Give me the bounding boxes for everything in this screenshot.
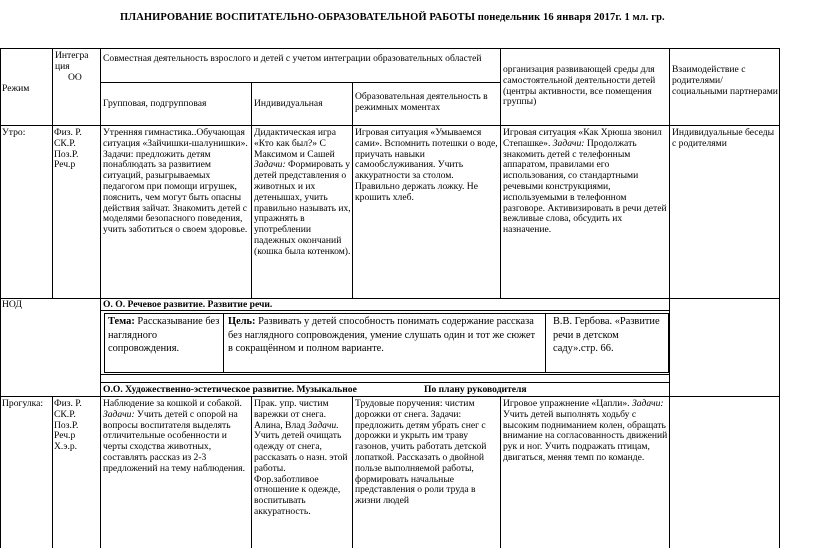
morning-group: Утренняя гимнастика..Обучающая ситуация «Зайчишки-шалунишки». Задачи: предложить детям понаблюдать за развитием ситуаций, разыгрываемых педагогом при помощи игрушек, пояснить, чем могут быть опасны действия зайчат. Знакомить детей с моделями безопасного поведения, учить заботиться о своем здоровье. (103, 128, 248, 236)
nod-source: В.В. Гербова. «Развитие речи в детском саду».стр. 66. (553, 316, 660, 354)
morning-env-body: Продолжать знакомить детей с телефонным аппаратом, правилами его использования, со стандартными речевыми конструкциями, используемыми в телефонном разговоре. Активизировать в речи детей вежливые слова, обсудить их назначение. (503, 137, 667, 236)
title-date: понедельник 16 января 2017г. 1 мл. гр. (477, 12, 665, 23)
walk-group-head: Наблюдение за кошкой и собакой. (103, 399, 242, 409)
walk-group-body: Учить детей с опорой на вопросы воспитателя выделять отличительные особенности и черты сходства животных, составлять рассказ из 2-3 предложений на тему наблюдения. (103, 408, 246, 474)
nod-music-plan: По плану руководителя (424, 384, 527, 395)
morning-individual-task-label: Задачи: (254, 159, 286, 171)
morning-env-head: Игровая ситуация «Как Хрюша звонил Степашке». (503, 128, 662, 149)
nod-regime: НОД (2, 300, 22, 310)
nod-goal-label: Цель: (228, 316, 256, 327)
morning-individual-head: Дидактическая игра «Кто как был?» С Максимом и Сашей (254, 128, 336, 160)
walk-individual (254, 399, 351, 518)
morning-edu: Игровая ситуация «Умываемся сами». Вспомнить потешки о воде, приучать навыки самообслуживания. Учить аккуратности за столом. Правильно держать ложку. Не крошить хлеб. (355, 128, 498, 203)
morning-individual-body: Формировать у детей представления о животных и их детенышах, учить правильно называть их, упражнять в употреблении падежных окончаний (кошка была котенком). (254, 159, 351, 257)
morning-areas: Физ. Р. СК.Р. Поз.Р. Реч.р (54, 128, 82, 171)
header-individual: Индивидуальная (254, 99, 323, 109)
walk-individual-task-label: Задачи. (307, 419, 339, 431)
walk-regime: Прогулка: (2, 399, 44, 409)
walk-group (103, 399, 249, 475)
header-edu-regime: Образовательная деятельность в режимных моментах (355, 92, 488, 113)
walk-areas: Физ. Р. СК.Р. Поз.Р. Реч.р Х.э.р. (54, 399, 82, 453)
title-text: ПЛАНИРОВАНИЕ ВОСПИТАТЕЛЬНО-ОБРАЗОВАТЕЛЬНОЙ РАБОТЫ (120, 12, 476, 23)
header-integration: Интегра ция (55, 51, 89, 72)
walk-environment (503, 399, 668, 464)
walk-env-task-label: Задачи: (631, 399, 664, 409)
walk-group-task-label: Задачи: (103, 408, 135, 420)
morning-family: Индивидуальные беседы с родителями (672, 128, 775, 149)
walk-edu: Трудовые поручения: чистим дорожки от снега. Задачи: предложить детям убрать снег с дорожки и укрыть им траву газонов, учить работать детской лопаткой. Рассказать о двойной пользе выполняемой работы, формировать начальные представления о роли труда в жизни людей (355, 399, 487, 507)
nod-theme-label: Тема: (108, 316, 135, 327)
nod-theme (108, 315, 220, 356)
nod-music-header: О.О. Художественно-эстетическое развитие. Музыкальное (103, 384, 357, 395)
header-joint-activity: Совместная деятельность взрослого и детей с учетом интеграции образовательных областей (103, 54, 482, 64)
header-oo: ОО (68, 73, 82, 83)
nod-theme-text: Рассказывание без наглядного сопровождения. (108, 316, 220, 354)
header-environment: организация развивающей среды для самостоятельной деятельности детей (центры активности, все помещения группы) (503, 65, 656, 108)
walk-individual-head: Прак. упр. чистим варежки от снега. Алина, Влад (254, 399, 329, 431)
walk-env-head: Игровое упражнение «Цапли». (503, 399, 630, 409)
page-title (120, 12, 760, 23)
morning-regime: Утро: (2, 128, 26, 138)
morning-individual (254, 128, 351, 258)
morning-env-task-label: Задачи: (552, 137, 585, 149)
walk-env-body: Учить детей выполнять ходьбу с высоким подниманием колен, обращать внимание на согласованность движений рук и ног. Учить подражать птицам, двигаться, меняя темп по команде. (503, 408, 668, 463)
morning-environment (503, 128, 668, 236)
walk-individual-body: Учить детей очищать одежду от снега, рассказать о назн. этой работы. Фор.заботливое отношение к одежде, воспитывать аккуратность. (254, 430, 348, 517)
nod-goal (228, 315, 542, 356)
header-regime: Режим (2, 84, 30, 94)
header-family: Взаимодействие с родителями/ социальными партнерами (672, 65, 778, 97)
nod-speech-header: О. О. Речевое развитие. Развитие речи. (103, 300, 273, 310)
nod-goal-text: Развивать у детей способность понимать содержание рассказа без наглядного сопровождения, умение слушать один и тот же сюжет в сокращённом и полном варианте. (228, 316, 536, 354)
header-group: Групповая, подгрупповая (103, 99, 207, 109)
